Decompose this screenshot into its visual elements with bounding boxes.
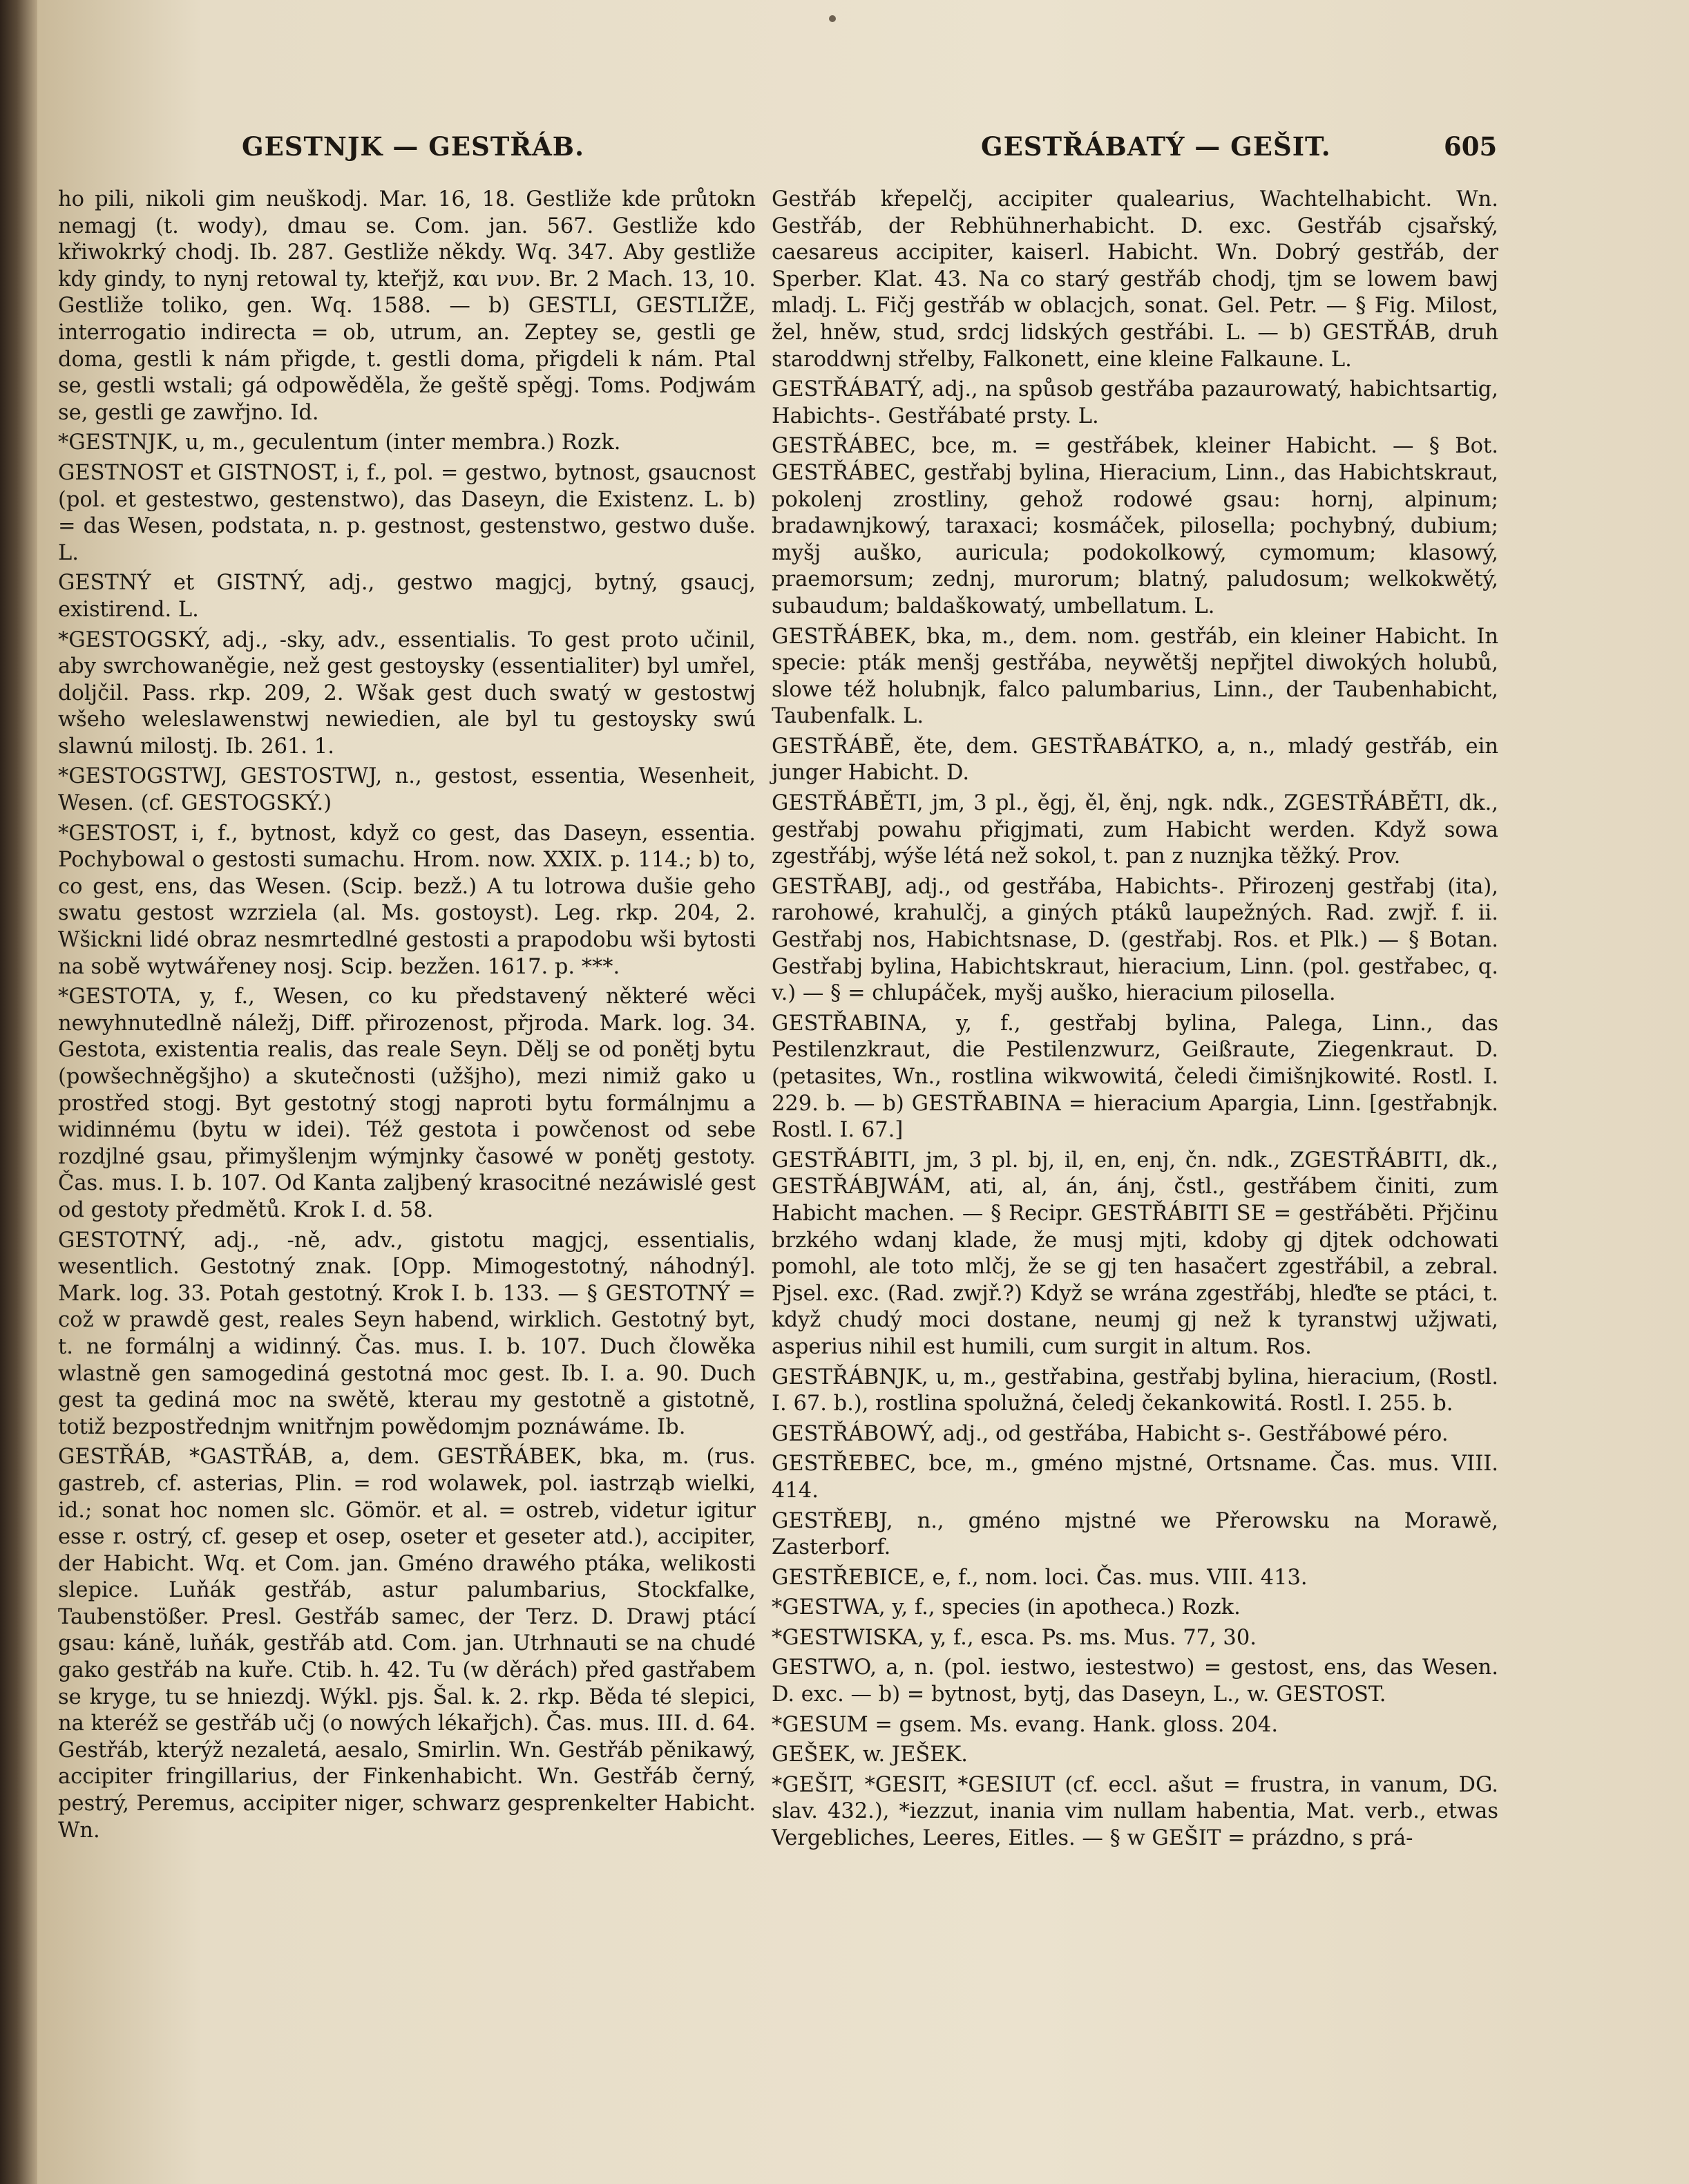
entry-paragraph: GESTŘEBEC, bce, m., gméno mjstné, Ortsname. Čas. mus. VIII. 414. bbox=[772, 1452, 1498, 1503]
entry-paragraph: GESTŘÁBATÝ, adj., na spůsob gestřába pazaurowatý, habichtsartig, Habichts-. Gestřábaté prsty. L. bbox=[772, 377, 1498, 428]
entry-paragraph: GESTWO, a, n. (pol. iestwo, iestestwo) = gestost, ens, das Wesen. D. exc. — b) = bytnost, bytj, das Daseyn, L., w. GESTOST. bbox=[772, 1655, 1498, 1707]
printer-dot-mark bbox=[829, 15, 836, 22]
entry-paragraph: GESTŘÁBĚTI, jm, 3 pl., ěgj, ěl, ěnj, ngk. ndk., ZGESTŘÁBĚTI, dk., gestřabj powahu přigjmati, zum Habicht werden. Když sowa zgestřábj, wýše létá než sokol, t. pan z nuznjka těžký. Prov. bbox=[772, 791, 1498, 869]
entry-paragraph: GESTŘEBICE, e, f., nom. loci. Čas. mus. VIII. 413. bbox=[772, 1565, 1308, 1590]
entry-paragraph: *GESTOGSKÝ, adj., -sky, adv., essentialis. To gest proto učinil, aby swrchowaněgie, než gest gestoysky (essentialiter) byl umřel, doljčil. Pass. rkp. 209, 2. Wšak gest duch swatý w gestostwj wšeho weleslawenstwj newiedien, ale byl tu gestoysky swú slawnú milostj. Ib. 261. 1. bbox=[58, 627, 756, 759]
entry-paragraph: GESTŘÁBNJK, u, m., gestřabina, gestřabj bylina, hieracium, (Rostl. I. 67. b.), rostlina spolužná, čeledj čekankowitá. Rostl. I. 255. b. bbox=[772, 1365, 1498, 1416]
entry-paragraph: *GESTOTA, y, f., Wesen, co ku představený některé wěci newyhnutedlně náležj, Diff. přirozenost, přjroda. Mark. log. 34. Gestota, existentia realis, das reale Seyn. Dělj se od ponětj bytu (powšechněgšjho) a skutečnosti (užšjho), mezi nimiž gako u prostřed stogj. Byt gestotný stogj naproti bytu formálnjmu a widinnému (bytu w idei). Též gestota i powčenost od sebe rozdjlné gsau, přimyšlenjm wýmjnky časowé w ponětj gestoty. Čas. mus. I. b. 107. Od Kanta zaljbený krasocitné nezáwislé gest od gestoty předmětů. Krok I. d. 58. bbox=[58, 985, 756, 1222]
entry-paragraph: GESTŘÁBĚ, ěte, dem. GESTŘABÁTKO, a, n., mladý gestřáb, ein junger Habicht. D. bbox=[772, 734, 1498, 786]
entry-paragraph: GESTŘÁB, *GASTŘÁB, a, dem. GESTŘÁBEK, bka, m. (rus. gastreb, cf. asterias, Plin. = rod wolawek, pol. iastrząb wielki, id.; sonat hoc nomen slc. Gömör. et al. = ostreb, videtur igitur esse r. ostrý, cf. gesep et osep, oseter et geseter atd.), accipiter, der Habicht. Wq. et Com. jan. Gméno drawého ptáka, welikosti slepice. Luňák gestřáb, astur palumbarius, Stockfalke, Taubenstößer. Presl. Gestřáb samec, der Terz. D. Drawj ptácí gsau: káně, luňák, gestřáb atd. Com. jan. Utrhnauti se na chudé gako gestřáb na kuře. Ctib. h. 42. Tu (w děrách) před gastřabem se kryge, tu se hniezdj. Wýkl. pjs. Šal. k. 2. rkp. Běda té slepici, na kteréž se gestřáb učj (o nowých lékařjch). Čas. mus. III. d. 64. Gestřáb, kterýž nezaletá, aesalo, Smirlin. Wn. Gestřáb pěnikawý, accipiter fringillarius, der Finkenhabicht. Wn. Gestřáb černý, pestrý, Peremus, accipiter niger, schwarz gesprenkelter Habicht. Wn. bbox=[58, 1445, 756, 1843]
entry-paragraph: *GESTOGSTWJ, GESTOSTWJ, n., gestost, essentia, Wesenheit, Wesen. (cf. GESTOGSKÝ.) bbox=[58, 764, 756, 816]
page-number: 605 bbox=[1444, 131, 1498, 162]
entry-paragraph: GESTNOST et GISTNOST, i, f., pol. = gestwo, bytnost, gsaucnost (pol. et gestestwo, gestenstwo), das Daseyn, die Existenz. L. b) = das Wesen, podstata, n. p. gestnost, gestenstwo, gestwo duše. L. bbox=[58, 460, 756, 565]
entry-paragraph: GESTŘÁBEK, bka, m., dem. nom. gestřáb, ein kleiner Habicht. In specie: pták menšj gestřába, neywětšj nepřjtel diwokých holubů, slowe též holubnjk, falco palumbarius, Linn., der Taubenhabicht, Taubenfalk. L. bbox=[772, 624, 1498, 729]
right-column bbox=[772, 187, 1498, 1856]
entry-paragraph: GESTŘABJ, adj., od gestřába, Habichts-. Přirozenj gestřabj (ita), rarohowé, krahulčj, a giných ptáků laupežných. Rad. zwjř. f. ii. Gestřabj nos, Habichtsnase, D. (gestřabj. Ros. et Plk.) — § Botan. Gestřabj bylina, Habichtskraut, hieracium, Linn. (pol. gestřabec, q. v.) — § = chlupáček, myšj auško, hieracium pilosella. bbox=[772, 874, 1498, 1006]
entry-paragraph: GESTŘABINA, y, f., gestřabj bylina, Palega, Linn., das Pestilenzkraut, die Pestilenzwurz, Geißraute, Ziegenkraut. D. (petasites, Wn., rostlina wikwowitá, čeledi čimišnjkowité. Rostl. I. 229. b. — b) GESTŘABINA = hieracium Apargia, Linn. [gestřabnjk. Rostl. I. 67.] bbox=[772, 1011, 1498, 1143]
entry-paragraph: *GESUM = gsem. Ms. evang. Hank. gloss. 204. bbox=[772, 1712, 1279, 1737]
left-column bbox=[58, 187, 756, 1848]
entry-paragraph: GESTNÝ et GISTNÝ, adj., gestwo magjcj, bytný, gsaucj, existirend. L. bbox=[58, 571, 756, 622]
entry-paragraph: GEŠEK, w. JEŠEK. bbox=[772, 1743, 968, 1767]
entry-paragraph: GESTŘÁBITI, jm, 3 pl. bj, il, en, enj, čn. ndk., ZGESTŘÁBITI, dk., GESTŘÁBJWÁM, ati, al, án, ánj, čstl., gestřábem činiti, zum Habicht machen. — § Recipr. GESTŘÁBITI SE = gestřáběti. Přjčinu brzkého wdanj klade, že musj mjti, kdoby gj djtek odchowati pomohl, ale toto mlčj, že se gj ten hasačert zgestřábil, a zebral. Pjsel. exc. (Rad. zwjř.?) Když se wrána zgestřábj, hleďte se ptáci, t. když chudý moci dostane, neumj gj než k tyranstwj užjwati, asperius nihil est humili, cum surgit in altum. Ros. bbox=[772, 1148, 1498, 1359]
left-running-head: GESTNJK — GESTŘÁB. bbox=[242, 131, 584, 162]
entry-paragraph: GESTOTNÝ, adj., -ně, adv., gistotu magjcj, essentialis, wesentlich. Gestotný znak. [Opp. Mimogestotný, náhodný]. Mark. log. 33. Potah gestotný. Krok I. b. 133. — § GESTOTNÝ = což w prawdě gest, reales Seyn habend, wirklich. Gestotný byt, t. ne formálnj a widinný. Čas. mus. I. b. 107. Duch člowěka wlastně gen samogediná gestotná moc gest. Ib. I. a. 90. Duch gest ta gediná moc na swětě, kterau my gestotně a gistotně, totiž bezpostřednjm wnitřnjm powědomjm poznáwáme. Ib. bbox=[58, 1228, 756, 1439]
entry-paragraph: *GEŠIT, *GESIT, *GESIUT (cf. eccl. ašut = frustra, in vanum, DG. slav. 432.), *iezzut, inania vim nullam habentia, Mat. verb., etwas Vergebliches, Leeres, Eitles. — § w GEŠIT = prázdno, s prá- bbox=[772, 1772, 1498, 1851]
entry-paragraph: GESTŘEBJ, n., gméno mjstné we Přerowsku na Morawě, Zasterborf. bbox=[772, 1508, 1498, 1560]
entry-paragraph: Gestřáb křepelčj, accipiter qualearius, Wachtelhabicht. Wn. Gestřáb, der Rebhühnerhabicht. D. exc. Gestřáb cjsařský, caesareus accipiter, kaiserl. Habicht. Wn. Dobrý gestřáb, der Sperber. Klat. 43. Na co starý gestřáb chodj, tjm se lowem bawj mladj. L. Fičj gestřáb w oblacjch, sonat. Gel. Petr. — § Fig. Milost, žel, hněw, stud, srdcj lidských gestřábi. L. — b) GESTŘÁB, druh staroddwnj střelby, Falkonett, eine kleine Falkaune. L. bbox=[772, 187, 1498, 372]
entry-paragraph: *GESTOST, i, f., bytnost, když co gest, das Daseyn, essentia. Pochybowal o gestosti sumachu. Hrom. now. XXIX. p. 114.; b) to, co gest, ens, das Wesen. (Scip. bezž.) A tu lotrowa dušie geho swatu gestost wzrziela (al. Ms. gostoyst). Leg. rkp. 204, 2. Wšickni lidé obraz nesmrtedlné gestosti a prapodobu wši bytosti na sobě wytwářeney nosj. Scip. bezžen. 1617. p. ***. bbox=[58, 821, 756, 979]
right-running-head: GESTŘÁBATÝ — GEŠIT. bbox=[981, 131, 1331, 162]
entry-paragraph: ho pili, nikoli gim neuškodj. Mar. 16, 18. Gestliže kde průtokn nemagj (t. wody), dmau se. Com. jan. 567. Gestliže kdo křiwokrký chodj. Ib. 287. Gestliže někdy. Wq. 347. Aby gestliže kdy gindy, to nynj retowal ty, kteřjž, και νυν. Br. 2 Mach. 13, 10. Gestliže toliko, gen. Wq. 1588. — b) GESTLI, GESTLIŽE, interrogatio indirecta = ob, utrum, an. Zeptey se, gestli ge doma, gestli k nám přigde, t. gestli doma, přigdeli k nám. Ptal se, gestli wstali; gá odpowěděla, že geště spěgj. Toms. Podjwám se, gestli ge zawřjno. Id. bbox=[58, 187, 756, 425]
entry-paragraph: *GESTWISKA, y, f., esca. Ps. ms. Mus. 77, 30. bbox=[772, 1625, 1257, 1650]
book-spine-shadow bbox=[0, 0, 37, 2184]
entry-paragraph: *GESTWA, y, f., species (in apotheca.) Rozk. bbox=[772, 1595, 1241, 1620]
entry-paragraph: *GESTNJK, u, m., geculentum (inter membra.) Rozk. bbox=[58, 430, 621, 455]
entry-paragraph: GESTŘÁBEC, bce, m. = gestřábek, kleiner Habicht. — § Bot. GESTŘÁBEC, gestřabj bylina, Hieracium, Linn., das Habichtskraut, pokolenj zrostliny, gehož rodowé gsau: hornj, alpinum; bradawnjkowý, taraxaci; kosmáček, pilosella; pochybný, dubium; myšj auško, auricula; podokolkowý, cymomum; klasowý, praemorsum; zednj, murorum; blatný, paludosum; welkokwětý, subaudum; baldaškowatý, umbellatum. L. bbox=[772, 434, 1498, 618]
entry-paragraph: GESTŘÁBOWÝ, adj., od gestřába, Habicht s-. Gestřábowé péro. bbox=[772, 1421, 1449, 1446]
